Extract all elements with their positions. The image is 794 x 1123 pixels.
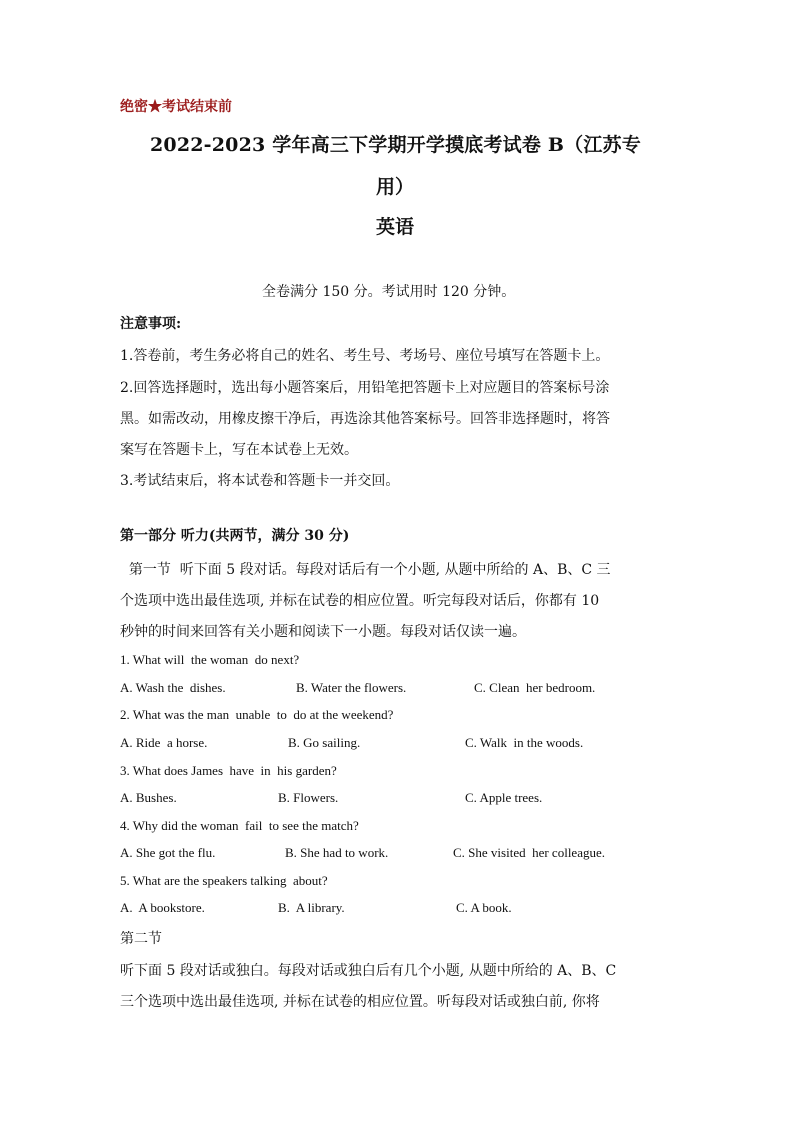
option-a: A. Wash the dishes.	[120, 680, 226, 695]
option-a: A. She got the flu.	[120, 845, 216, 860]
option-b: B. Water the flowers.	[296, 680, 407, 695]
section2-instruction: 听下面 5 段对话或独白。每段对话或独白后有几个小题, 从题中所给的 A、B、C	[120, 963, 617, 979]
part1-heading: 第一部分 听力(共两节，满分 30 分)	[120, 528, 350, 544]
option-b: B. She had to work.	[285, 845, 389, 860]
notice-line: 2.回答选择题时，选出每小题答案后，用铅笔把答题卡上对应题目的答案标号涂	[120, 380, 610, 396]
option-a: A. Bushes.	[120, 790, 177, 805]
option-c: C. Apple trees.	[465, 790, 543, 805]
option-a: A. A bookstore.	[120, 900, 205, 915]
question-2: 2. What was the man unable to do at the weekend?	[120, 707, 394, 722]
question-3: 3. What does James have in his garden?	[120, 763, 337, 778]
option-b: B. A library.	[278, 900, 345, 915]
option-a: A. Ride a horse.	[120, 735, 208, 750]
question-4: 4. Why did the woman fail to see the match?	[120, 818, 359, 833]
option-c: C. Walk in the woods.	[465, 735, 584, 750]
section2-instruction: 三个选项中选出最佳选项, 并标在试卷的相应位置。听每段对话或独白前, 你将	[120, 994, 600, 1010]
notice-line: 黑。如需改动，用橡皮擦干净后，再选涂其他答案标号。回答非选择题时，将答	[120, 411, 610, 427]
option-c: C. She visited her colleague.	[453, 845, 605, 860]
question-5: 5. What are the speakers talking about?	[120, 873, 328, 888]
notice-line: 案写在答题卡上，写在本试卷上无效。	[120, 442, 358, 458]
notice-line: 1.答卷前，考生务必将自己的姓名、考生号、考场号、座位号填写在答题卡上。	[120, 348, 610, 364]
secret-mark: 绝密★考试结束前	[120, 99, 232, 115]
notice-line: 3.考试结束后，将本试卷和答题卡一并交回。	[120, 473, 400, 489]
option-c: C. Clean her bedroom.	[474, 680, 596, 695]
section2-heading: 第二节	[120, 931, 162, 947]
section1-instruction: 第一节 听下面 5 段对话。每段对话后有一个小题, 从题中所给的 A、B、C 三	[120, 562, 611, 578]
option-b: B. Go sailing.	[288, 735, 361, 750]
option-b: B. Flowers.	[278, 790, 339, 805]
notice-heading: 注意事项:	[120, 316, 182, 332]
exam-title-line1: 2022-2023 学年高三下学期开学摸底考试卷 B（江苏专	[150, 134, 641, 156]
score-info: 全卷满分 150 分。考试用时 120 分钟。	[262, 284, 516, 300]
exam-subject: 英语	[376, 216, 415, 238]
section1-instruction: 秒钟的时间来回答有关小题和阅读下一小题。每段对话仅读一遍。	[120, 624, 526, 640]
section1-instruction: 个选项中选出最佳选项, 并标在试卷的相应位置。听完每段对话后，你都有 10	[120, 593, 600, 609]
question-1: 1. What will the woman do next?	[120, 652, 300, 667]
option-c: C. A book.	[456, 900, 512, 915]
exam-title-line2: 用）	[376, 176, 415, 198]
